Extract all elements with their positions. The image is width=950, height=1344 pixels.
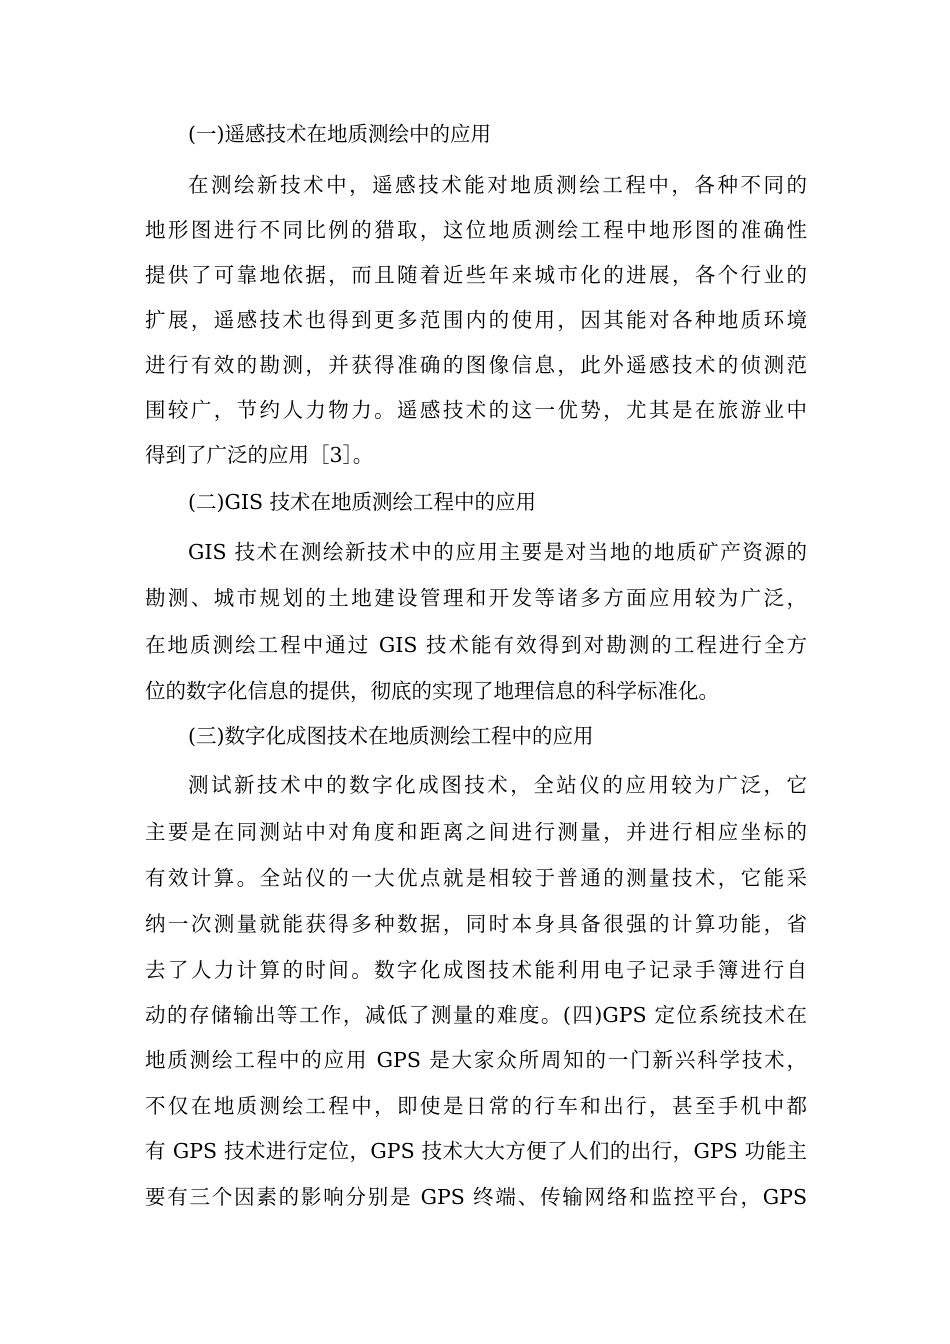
section-1-heading: (一)遥感技术在地质测绘中的应用 bbox=[188, 122, 491, 146]
paragraph-line: 纳一次测量就能获得多种数据，同时本身具备很强的计算功能，省 bbox=[145, 912, 807, 936]
paragraph-line: 动的存储输出等工作，减低了测量的难度。(四)GPS 定位系统技术在 bbox=[145, 1003, 807, 1027]
paragraph-line: 勘测、城市规划的土地建设管理和开发等诸多方面应用较为广泛， bbox=[145, 586, 807, 610]
paragraph-line: 扩展，遥感技术也得到更多范围内的使用，因其能对各种地质环境 bbox=[145, 308, 807, 332]
paragraph-line: GIS 技术在测绘新技术中的应用主要是对当地的地质矿产资源的 bbox=[188, 540, 807, 564]
paragraph-line: 围较广，节约人力物力。遥感技术的这一优势，尤其是在旅游业中 bbox=[145, 398, 807, 422]
paragraph-line: 去了人力计算的时间。数字化成图技术能利用电子记录手簿进行自 bbox=[145, 958, 807, 982]
paragraph-line: 在测绘新技术中，遥感技术能对地质测绘工程中，各种不同的 bbox=[188, 173, 807, 197]
paragraph-line: 要有三个因素的影响分别是 GPS 终端、传输网络和监控平台，GPS bbox=[145, 1185, 807, 1209]
section-3-heading: (三)数字化成图技术在地质测绘工程中的应用 bbox=[188, 724, 594, 748]
paragraph-line: 不仅在地质测绘工程中，即使是日常的行车和出行，甚至手机中都 bbox=[145, 1094, 807, 1118]
paragraph-line: 有 GPS 技术进行定位，GPS 技术大大方便了人们的出行，GPS 功能主 bbox=[145, 1139, 807, 1163]
paragraph-line: 提供了可靠地依据，而且随着近些年来城市化的进展，各个行业的 bbox=[145, 263, 807, 287]
paragraph-line: 得到了广泛的应用［3］。 bbox=[145, 443, 374, 467]
paragraph-line: 进行有效的勘测，并获得准确的图像信息，此外遥感技术的侦测范 bbox=[145, 353, 807, 377]
section-2-heading: (二)GIS 技术在地质测绘工程中的应用 bbox=[188, 490, 537, 514]
paragraph-line: 主要是在同测站中对角度和距离之间进行测量，并进行相应坐标的 bbox=[145, 820, 807, 844]
paragraph-line: 在地质测绘工程中通过 GIS 技术能有效得到对勘测的工程进行全方 bbox=[145, 633, 807, 657]
paragraph-line: 地质测绘工程中的应用 GPS 是大家众所周知的一门新兴科学技术， bbox=[145, 1048, 807, 1072]
paragraph-line: 地形图进行不同比例的猎取，这位地质测绘工程中地形图的准确性 bbox=[145, 218, 807, 242]
paragraph-line: 测试新技术中的数字化成图技术，全站仪的应用较为广泛，它 bbox=[188, 773, 807, 797]
paragraph-line: 有效计算。全站仪的一大优点就是相较于普通的测量技术，它能采 bbox=[145, 866, 807, 890]
paragraph-line: 位的数字化信息的提供，彻底的实现了地理信息的科学标准化。 bbox=[145, 679, 719, 703]
